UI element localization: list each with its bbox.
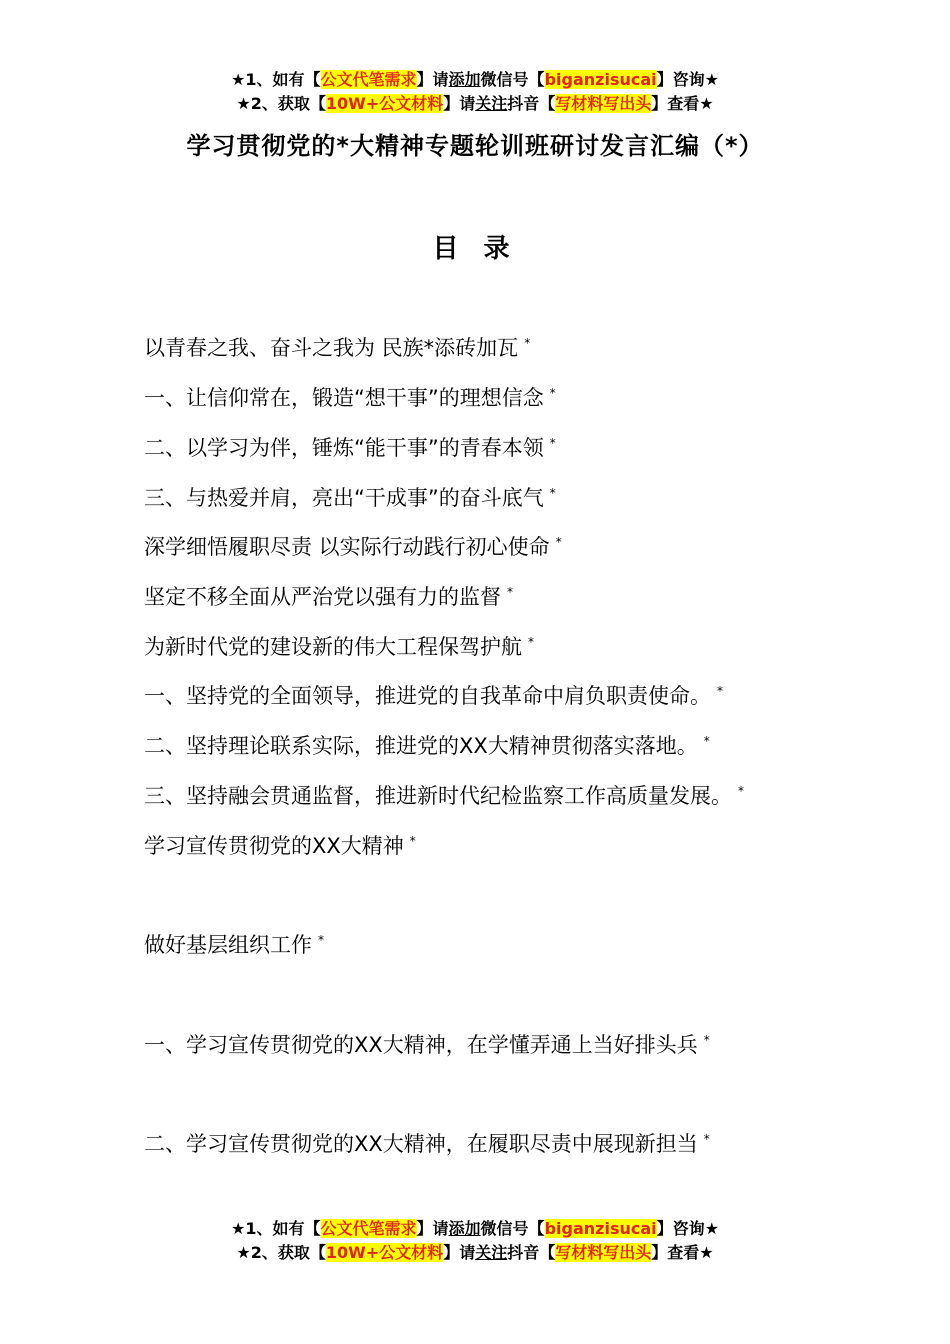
toc-item-mark: * — [555, 535, 562, 549]
star-icon: ★ — [236, 94, 251, 113]
toc-item-mark: * — [507, 585, 513, 599]
toc-item-mark: * — [549, 486, 556, 500]
highlight-douyin-id: 写材料写出头 — [555, 1243, 652, 1262]
highlight-wechat-id: biganzisucai — [544, 1219, 657, 1238]
toc-item-mark: * — [738, 784, 744, 798]
toc-item-mark: * — [703, 734, 710, 748]
star-icon: ★ — [231, 70, 246, 89]
document-title: 学习贯彻党的*大精神专题轮训班研讨发言汇编（*） — [186, 132, 764, 160]
banner-text: 】咨询★ — [656, 1219, 719, 1238]
header-banner-line-2 — [0, 92, 950, 116]
banner-text: 抖音【 — [507, 1243, 556, 1262]
toc-item[interactable] — [144, 527, 562, 562]
highlight-wechat-id: biganzisucai — [544, 70, 657, 89]
toc-item[interactable] — [144, 1124, 710, 1159]
banner-underlined-text: 关注 — [475, 94, 508, 113]
toc-item[interactable] — [144, 1025, 710, 1060]
toc-item[interactable] — [144, 676, 723, 711]
star-icon: ★ — [236, 1243, 251, 1262]
toc-item-text: 学习宣传贯彻党的XX大精神 — [144, 834, 404, 858]
toc-item-mark: * — [717, 684, 723, 698]
toc-item[interactable] — [144, 328, 530, 363]
banner-text: 】咨询★ — [656, 70, 719, 89]
footer-banner-line-1 — [0, 1217, 950, 1241]
banner-text: 微信号【 — [480, 1219, 545, 1238]
toc-item-text: 一、学习宣传贯彻党的XX大精神，在学懂弄通上当好排头兵 — [144, 1033, 698, 1057]
toc-item-text: 三、坚持融会贯通监督，推进新时代纪检监察工作高质量发展。 — [144, 784, 732, 808]
toc-item[interactable] — [144, 577, 513, 612]
highlight-materials: 10W+公文材料 — [325, 1243, 444, 1262]
toc-item-text: 坚定不移全面从严治党以强有力的监督 — [144, 585, 501, 609]
toc-item[interactable] — [144, 378, 556, 413]
banner-underlined-text: 添加 — [448, 1219, 481, 1238]
toc-item-text: 做好基层组织工作 — [144, 933, 312, 957]
toc-item-text: 为新时代党的建设新的伟大工程保驾护航 — [144, 635, 522, 659]
footer-banner-line-2 — [0, 1241, 950, 1265]
toc-item-mark: * — [703, 1033, 710, 1047]
toc-item-mark: * — [524, 336, 531, 350]
banner-text: 2、获取【 — [250, 94, 326, 113]
banner-underlined-text: 添加 — [448, 70, 481, 89]
banner-text: 抖音【 — [507, 94, 556, 113]
toc-heading: 目 录 — [432, 234, 518, 264]
toc-item-mark: * — [318, 933, 324, 947]
header-banner — [0, 68, 950, 116]
banner-text: 1、如有【 — [245, 1219, 321, 1238]
toc-item-mark: * — [549, 386, 556, 400]
footer-banner — [0, 1217, 950, 1265]
toc-item-text: 一、坚持党的全面领导，推进党的自我革命中肩负职责使命。 — [144, 684, 711, 708]
toc-item-text: 深学细悟履职尽责 以实际行动践行初心使命 — [144, 535, 550, 559]
toc-item[interactable] — [144, 925, 324, 960]
toc-item[interactable] — [144, 726, 710, 761]
highlight-materials: 10W+公文材料 — [325, 94, 444, 113]
banner-text: 】请 — [443, 1243, 476, 1262]
highlight-service: 公文代笔需求 — [320, 70, 417, 89]
toc-item[interactable] — [144, 776, 744, 811]
banner-text: 】请 — [443, 94, 476, 113]
banner-text: 】查看★ — [651, 1243, 714, 1262]
highlight-service: 公文代笔需求 — [320, 1219, 417, 1238]
banner-text: 】查看★ — [651, 94, 714, 113]
banner-text: 微信号【 — [480, 70, 545, 89]
toc-item[interactable] — [144, 627, 534, 662]
banner-text: 2、获取【 — [250, 1243, 326, 1262]
header-banner-line-1 — [0, 68, 950, 92]
star-icon: ★ — [231, 1219, 246, 1238]
toc-item-text: 二、学习宣传贯彻党的XX大精神，在履职尽责中展现新担当 — [144, 1132, 698, 1156]
toc-item[interactable] — [144, 478, 556, 513]
toc-item-text: 二、以学习为伴，锤炼“能干事”的青春本领 — [144, 436, 544, 460]
toc-item-mark: * — [703, 1132, 710, 1146]
toc-item-text: 二、坚持理论联系实际，推进党的XX大精神贯彻落实落地。 — [144, 734, 698, 758]
banner-underlined-text: 关注 — [475, 1243, 508, 1262]
toc-item-text: 一、让信仰常在，锻造“想干事”的理想信念 — [144, 386, 544, 410]
banner-text: 1、如有【 — [245, 70, 321, 89]
toc-item-mark: * — [549, 436, 556, 450]
toc-item-mark: * — [528, 635, 534, 649]
highlight-douyin-id: 写材料写出头 — [555, 94, 652, 113]
toc-item-text: 以青春之我、奋斗之我为 民族*添砖加瓦 — [144, 336, 519, 360]
toc-item[interactable] — [144, 826, 416, 861]
toc-item-mark: * — [409, 834, 416, 848]
banner-text: 】请 — [416, 70, 449, 89]
banner-text: 】请 — [416, 1219, 449, 1238]
toc-item[interactable] — [144, 428, 556, 463]
toc-item-text: 三、与热爱并肩，亮出“干成事”的奋斗底气 — [144, 486, 544, 510]
